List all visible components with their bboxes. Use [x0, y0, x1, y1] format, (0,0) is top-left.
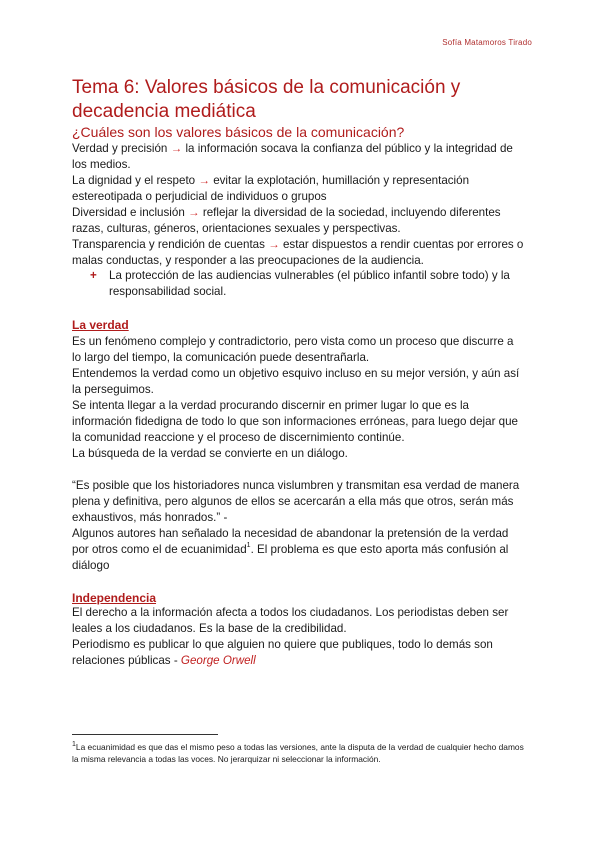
header-author: Sofía Matamoros Tirado	[442, 38, 532, 47]
footnote: $^1$La ecuanimidad es que das el mismo peso a todas las versiones, ante la disputa de la verdad de cualquier hecho damos la misma relevancia a todas las voces. No jerarquizar ni seleccionar la información.	[72, 741, 524, 764]
heading-independencia: Independencia	[72, 591, 157, 605]
verdad-quote-block	[72, 478, 524, 574]
verdad-body	[72, 334, 524, 462]
paragraph: La búsqueda de la verdad se convierte en un diálogo.	[72, 447, 348, 460]
arrow-icon: →	[268, 238, 280, 251]
paragraph: Algunos autores han señalado la necesidad de abandonar la pretensión de la verdad por otros como el de ecuanimidad$^1$. El problema es que esto aporta más confusión al diálogo	[72, 527, 509, 572]
paragraph: Se intenta llegar a la verdad procurando discernir en primer lugar lo que es la información fidedigna de todo lo que son informaciones erróneas, para luego dejar que la comunidad reaccione y el proceso de discernimiento continúe.	[72, 399, 519, 444]
footnote-divider	[72, 734, 218, 735]
heading-verdad: La verdad	[72, 318, 129, 332]
historians-quote: “Es posible que los historiadores nunca vislumbren y transmitan esa verdad de manera plena y definitiva, pero algunos de ellos se acercarán a ella más que otros, serán más exhaustivos, más honrados.” -	[72, 479, 520, 524]
paragraph: Es un fenómeno complejo y contradictorio, pero vista como un proceso que discurre a lo largo del tiempo, la comunicación puede desentrañarla.	[72, 335, 514, 364]
section-question: ¿Cuáles son los valores básicos de la comunicación?	[72, 124, 405, 140]
value-item: La dignidad y el respeto → evitar la explotación, humillación y representación estereotipada o perjudicial de individuos o grupos	[72, 174, 470, 203]
list-item: + La protección de las audiencias vulnerables (el público infantil sobre todo) y la responsabilidad social.	[90, 269, 510, 298]
footnote-number: 1	[72, 741, 76, 748]
bullet-list	[72, 268, 524, 300]
value-item: Transparencia y rendición de cuentas → estar dispuestos a rendir cuentas por errores o malas conductas, y responder a las preocupaciones de la audiencia.	[72, 238, 524, 267]
page-title: Tema 6: Valores básicos de la comunicación y decadencia mediática	[72, 77, 461, 122]
paragraph: El derecho a la información afecta a todos los ciudadanos. Los periodistas deben ser leales a los ciudadanos. Es la base de la credibilidad.	[72, 606, 509, 635]
arrow-icon: →	[170, 142, 183, 155]
values-list	[72, 141, 524, 269]
footnote-ref[interactable]: 1	[246, 542, 251, 549]
paragraph: Entendemos la verdad como un objetivo esquivo incluso en su mejor versión, y aún así la perseguimos.	[72, 367, 520, 396]
value-item: Diversidad e inclusión → reflejar la diversidad de la sociedad, incluyendo diferentes razas, culturas, géneros, orientaciones sexuales y perspectivas.	[72, 206, 501, 235]
independencia-body	[72, 605, 524, 669]
quote-author: George Orwell	[180, 654, 256, 667]
arrow-icon: →	[188, 206, 200, 219]
orwell-quote: Periodismo es publicar lo que alguien no quiere que publiques, todo lo demás son relaciones públicas - George Orwell	[72, 638, 493, 667]
arrow-icon: →	[198, 174, 210, 187]
value-item: Verdad y precisión → la información socava la confianza del público y la integridad de los medios.	[72, 142, 513, 171]
plus-icon: +	[90, 269, 97, 282]
